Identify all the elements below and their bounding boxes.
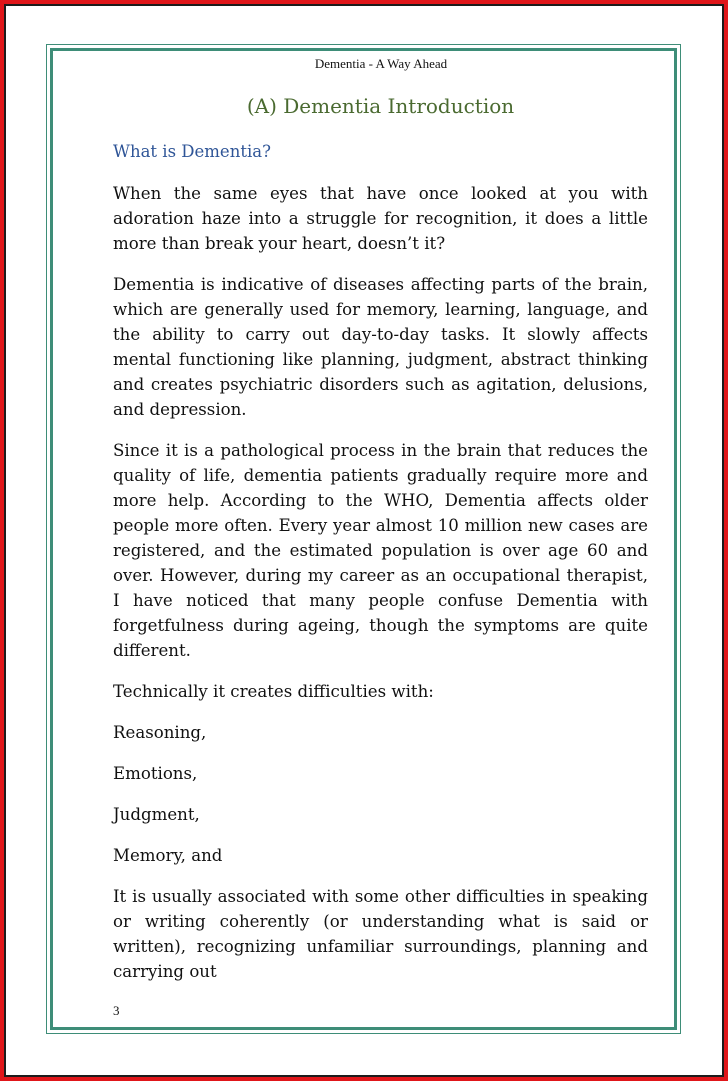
paragraph-pathology: Since it is a pathological process in the brain that reduces the quality of life, dementia patients gradually require more and more help. According to the WHO, Dementia affects older people more often. Every year almost 10 million new cases are registered, and the estimated population is over age 60 and over. However, during my career as an occupational therapist, I have noticed that many people confuse Dementia with forgetfulness during ageing, though the symptoms are quite different. bbox=[113, 441, 648, 660]
list-item-emotions: Emotions, bbox=[113, 764, 198, 783]
list-item-memory: Memory, and bbox=[113, 846, 223, 865]
paragraph-intro: When the same eyes that have once looked at you with adoration haze into a struggle for recognition, it does a little more than break your heart, doesn’t it? bbox=[113, 184, 648, 253]
paragraph-associated: It is usually associated with some other difficulties in speaking or writing coherently (or understanding what is said or written), recognizing unfamiliar surroundings, planning and carrying out bbox=[113, 887, 648, 981]
body-text bbox=[113, 181, 648, 1000]
section-heading: What is Dementia? bbox=[113, 142, 271, 161]
paragraph-difficulties-lead: Technically it creates difficulties with: bbox=[113, 682, 434, 701]
paragraph-definition: Dementia is indicative of diseases affecting parts of the brain, which are generally used for memory, learning, language, and the ability to carry out day-to-day tasks. It slowly affects mental functioning like planning, judgment, abstract thinking and creates psychiatric disorders such as agitation, delusions, and depression. bbox=[113, 275, 648, 419]
list-item-judgment: Judgment, bbox=[113, 805, 200, 824]
list-item-reasoning: Reasoning, bbox=[113, 723, 207, 742]
running-header: Dementia - A Way Ahead bbox=[314, 56, 448, 71]
page-title: (A) Dementia Introduction bbox=[246, 94, 515, 118]
page-number: 3 bbox=[113, 1003, 120, 1018]
